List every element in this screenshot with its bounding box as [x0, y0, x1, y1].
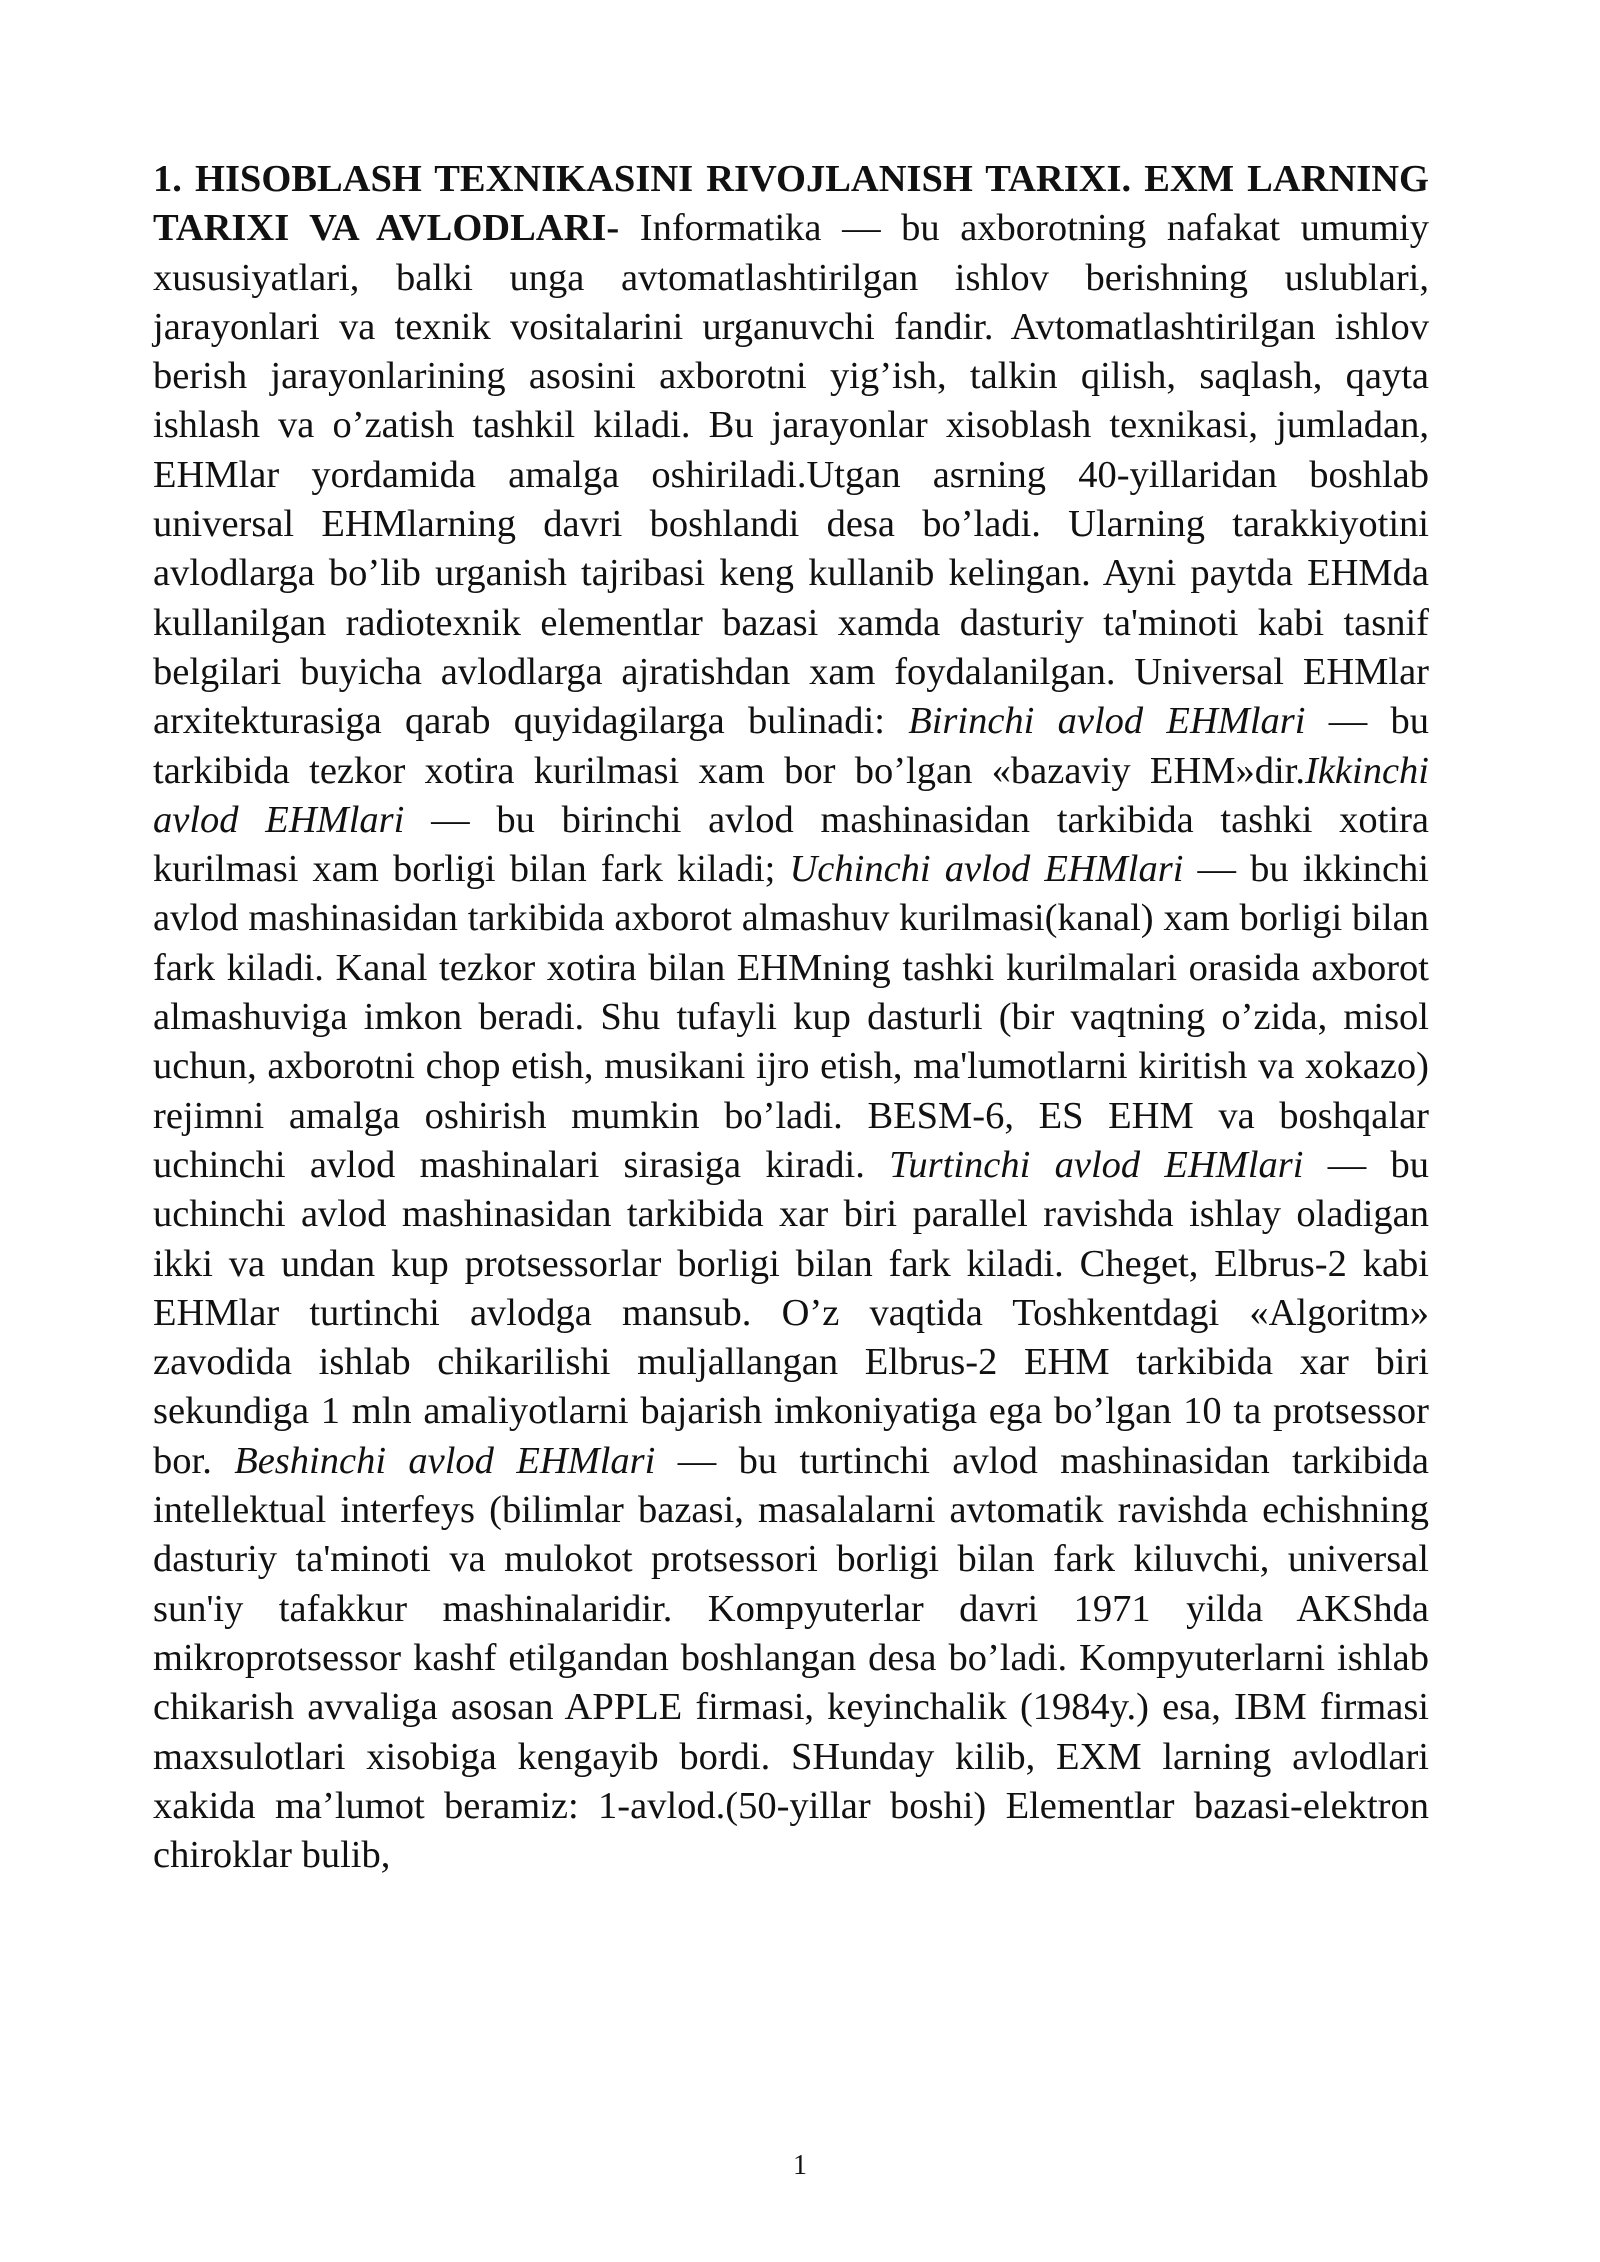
gen1-text: — bu tarkibida tezkor xotira kurilmasi xam bor bo’lgan «bazaviy EHM»dir. — [153, 700, 1429, 792]
gen2-text: — bu birinchi avlod mashinasidan tarkibida tashki xotira kurilmasi xam borligi bilan fark kiladi; — [153, 798, 1429, 891]
section-heading: 1. HISOBLASH TEXNIKASINI RIVOJLANISH TARIXI. EXM LARNING TARIXI VA AVLODLARI- — [153, 158, 1429, 250]
gen4-text: — bu uchinchi avlod mashinasidan tarkibida xar biri parallel ravishda ishlay oladigan ikki va undan kup protsessorlar borligi bilan fark kiladi. Cheget, Elbrus-2 kabi EHMlar turtinchi avlodga mansub. O’z vaqtida Toshkentdagi «Algoritm» zavodida ishlab chikarilishi muljallangan Elbrus-2 EHM tarkibida xar biri sekundiga 1 mln amaliyotlarni bajarish imkoniyatiga ega bo’lgan 10 ta protsessor bor. — [153, 1143, 1430, 1482]
gen3-label: Uchinchi avlod EHMlari — [789, 848, 1184, 891]
gen5-text: — bu turtinchi avlod mashinasidan tarkibida intellektual interfeys (bilimlar bazasi, masalalarni avtomatik ravishda echishning dasturiy ta'minoti va mulokot protsessori borligi bilan fark kiluvchi, universal sun'iy tafakkur mashinalaridir. Kompyuterlar davri 1971 yilda AKShda mikroprotsessor kashf etilgandan boshlangan desa bo’ladi. Kompyuterlarni ishlab chikarish avvaliga asosan APPLE firmasi, keyinchalik (1984y.) esa, IBM firmasi maxsulotlari xisobiga kengayib bordi. SHunday kilib, EXM larning avlodlari xakida ma’lumot beramiz: 1-avlod.(50-yillar boshi) Elementlar bazasi-elektron chiroklar bulib, — [153, 1439, 1430, 1877]
gen1-label: Birinchi avlod EHMlari — [908, 700, 1306, 743]
gen5-label: Beshinchi avlod EHMlari — [234, 1439, 656, 1482]
page-number: 1 — [793, 2150, 807, 2181]
gen3-text: — bu ikkinchi avlod mashinasidan tarkibida axborot almashuv kurilmasi(kanal) xam borligi bilan fark kiladi. Kanal tezkor xotira bilan EHMning tashki kurilmalari orasida axborot almashuviga imkon beradi. Shu tufayli kup dasturli (bir vaqtning o’zida, misol uchun, axborotni chop etish, musikani ijro etish, ma'lumotlarni kiritish va xokazo) rejimni amalga oshirish mumkin bo’ladi. BESM-6, ES EHM va boshqalar uchinchi avlod mashinalari sirasiga kiradi. — [153, 848, 1429, 1186]
main-paragraph — [153, 155, 1429, 1880]
gen2-label: Ikkinchi avlod EHMlari — [153, 749, 1429, 841]
gen4-label: Turtinchi avlod EHMlari — [889, 1143, 1304, 1186]
intro-text: Informatika — bu axborotning nafakat umumiy xususiyatlari, balki unga avtomatlashtirilgan ishlov berishning uslublari, jarayonlari va texnik vositalarini urganuvchi fandir. Avtomatlashtirilgan ishlov berish jarayonlarining asosini axborotni yig’ish, talkin qilish, saqlash, qayta ishlash va o’zatish tashkil kiladi. Bu jarayonlar xisoblash texnikasi, jumladan, EHMlar yordamida amalga oshiriladi.Utgan asrning 40-yillaridan boshlab universal EHMlarning davri boshlandi desa bo’ladi. Ularning tarakkiyotini avlodlarga bo’lib urganish tajribasi keng kullanib kelingan. Ayni paytda EHMda kullanilgan radiotexnik elementlar bazasi xamda dasturiy ta'minoti kabi tasnif belgilari buyicha avlodlarga ajratishdan xam foydalanilgan. Universal EHMlar arxitekturasiga qarab quyidagilarga bulinadi: — [153, 207, 1430, 743]
